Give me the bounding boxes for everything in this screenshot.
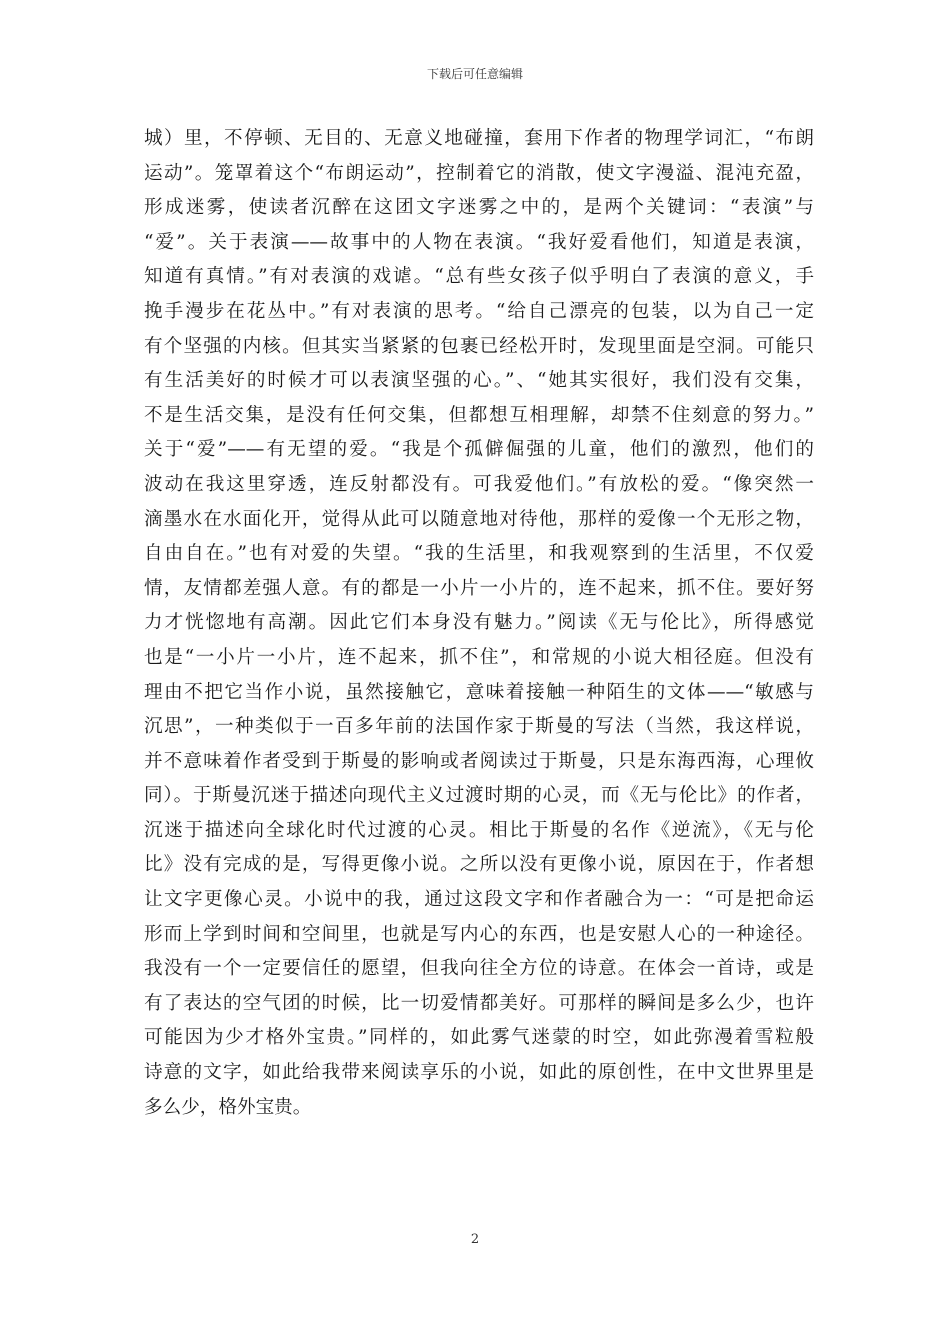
text-line: 关于“爱”——有无望的爱。“我是个孤僻倔强的儿童，他们的激烈，他们的 <box>144 439 814 461</box>
text-line: 让文字更像心灵。小说中的我，通过这段文字和作者融合为一：“可是把命运 <box>144 889 814 911</box>
text-line: 诗意的文字，如此给我带来阅读享乐的小说，如此的原创性，在中文世界里是 <box>144 1062 814 1084</box>
text-line: 沉迷于描述向全球化时代过渡的心灵。相比于斯曼的名作《逆流》，《无与伦 <box>144 819 814 841</box>
text-line: 可能因为少才格外宝贵。”同样的，如此雾气迷蒙的时空，如此弥漫着雪粒般 <box>144 1027 814 1049</box>
text-line: 比》没有完成的是，写得更像小说。之所以没有更像小说，原因在于，作者想 <box>144 854 814 876</box>
text-line: 形成迷雾，使读者沉醉在这团文字迷雾之中的，是两个关键词：“表演”与 <box>144 197 814 219</box>
text-line: 也是“一小片一小片，连不起来，抓不住”，和常规的小说大相径庭。但没有 <box>144 646 814 668</box>
text-line: “爱”。关于表演——故事中的人物在表演。“我好爱看他们，知道是表演， <box>144 231 814 253</box>
text-line: 运动”。笼罩着这个“布朗运动”，控制着它的消散，使文字漫溢、混沌充盈， <box>144 162 814 184</box>
text-line: 有个坚强的内核。但其实当紧紧的包裹已经松开时，发现里面是空洞。可能只 <box>144 335 814 357</box>
text-line: 多么少，格外宝贵。 <box>144 1096 312 1118</box>
text-line: 城）里，不停顿、无目的、无意义地碰撞，套用下作者的物理学词汇，“布朗 <box>144 128 814 149</box>
text-line: 力才恍惚地有高潮。因此它们本身没有魅力。”阅读《无与伦比》，所得感觉 <box>144 612 814 634</box>
text-line: 有了表达的空气团的时候，比一切爱情都美好。可那样的瞬间是多么少，也许 <box>144 992 814 1014</box>
text-line: 波动在我这里穿透，连反射都没有。可我爱他们。”有放松的爱。“像突然一 <box>144 473 814 495</box>
text-line: 不是生活交集，是没有任何交集，但都想互相理解，却禁不住刻意的努力。” <box>144 404 814 426</box>
text-line: 我没有一个一定要信任的愿望，但我向往全方位的诗意。在体会一首诗，或是 <box>144 958 814 980</box>
text-line: 知道有真情。”有对表演的戏谑。“总有些女孩子似乎明白了表演的意义，手 <box>144 266 814 288</box>
body-text <box>144 122 814 1125</box>
text-line: 沉思”，一种类似于一百多年前的法国作家于斯曼的写法（当然，我这样说， <box>144 716 814 738</box>
text-line: 情，友情都差强人意。有的都是一小片一小片的，连不起来，抓不住。要好努 <box>144 577 814 599</box>
text-line: 并不意味着作者受到于斯曼的影响或者阅读过于斯曼，只是东海西海，心理攸 <box>144 750 814 772</box>
text-line: 形而上学到时间和空间里，也就是写内心的东西，也是安慰人心的一种途径。 <box>144 923 814 945</box>
text-line: 有生活美好的时候才可以表演坚强的心。”、“她其实很好，我们没有交集， <box>144 370 814 392</box>
page-header: 下载后可任意编辑 <box>426 67 523 81</box>
text-line: 滴墨水在水面化开，觉得从此可以随意地对待他，那样的爱像一个无形之物， <box>144 508 814 530</box>
page-number: 2 <box>470 1232 480 1247</box>
text-line: 同）。于斯曼沉迷于描述向现代主义过渡时期的心灵，而《无与伦比》的作者， <box>144 785 814 807</box>
text-line: 理由不把它当作小说，虽然接触它，意味着接触一种陌生的文体——“敏感与 <box>144 681 814 703</box>
text-line: 挽手漫步在花丛中。”有对表演的思考。“给自己漂亮的包装，以为自己一定 <box>144 300 814 322</box>
text-line: 自由自在。”也有对爱的失望。“我的生活里，和我观察到的生活里，不仅爱 <box>144 543 814 565</box>
